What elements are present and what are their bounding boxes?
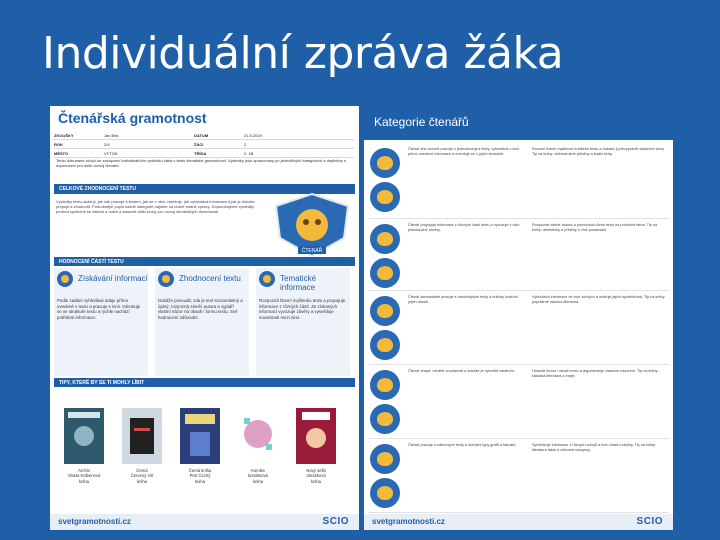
lion-icon: [259, 271, 275, 287]
section-bar-books: TIPY, KTERÉ BY SE TI MOHLY LÍBIT: [54, 378, 355, 387]
lion-icon: [370, 182, 400, 212]
part-card-thematic: Tematické informace Rozpozná hlavní myšlenku textu a propojuje informace z různých částí. Ze získaných informací vyvozuje závěry a vysvětluje souvislosti mezi nimi.: [256, 268, 350, 376]
page-footer: [50, 514, 359, 530]
book-tips: [54, 390, 354, 500]
categories-header: [364, 106, 673, 140]
footer-url[interactable]: svetgramotnosti.cz: [58, 517, 131, 526]
student-meta-table: [54, 131, 354, 158]
owl-icon: [57, 271, 73, 287]
category-row: Čtenář pracuje s odbornými texty a různými typy grafů a tabulek. Syntetizuje informace z různých zdrojů a tvoří vlastní závěry. Tip na knihy: literatura faktu a odborné časopisy.: [368, 440, 669, 513]
bear-icon: [370, 404, 400, 434]
page-footer: [364, 514, 673, 530]
reader-shield-badge: [270, 192, 354, 258]
book-caption: Komiks komiksová kniha: [248, 468, 268, 484]
category-row: Čtenář chápe i složité souvislosti a dokáže je vysvětlit ostatním. Hodnotí formu i obsah textu a argumentuje vlastním názorem. Tip na knihy: klasická literatura a eseje.: [368, 366, 669, 439]
meta-row: ROK 2/4 ŽÁCI 2: [54, 140, 354, 149]
section-bar-overall: CELKOVÉ ZHODNOCENÍ TESTU: [54, 184, 355, 194]
book-cover-archiv[interactable]: [64, 408, 104, 464]
report-page-reading-literacy: [50, 106, 359, 530]
section-bar-parts: HODNOCENÍ ČÁSTÍ TESTU: [54, 257, 355, 266]
footer-url[interactable]: svetgramotnosti.cz: [372, 517, 445, 526]
fox-icon: [158, 271, 174, 287]
eagle-icon: [370, 444, 400, 474]
meta-row: ZKOUŠKY Jan Bek DATUM 21.5.2019: [54, 131, 354, 140]
part-card-information: Získávání informací Podle zadání vyhledává údaje přímo uvedené v textu a pracuje s nimi. Orientuje se ve struktuře textu a rychle nachází potřebné informace.: [54, 268, 148, 376]
book-caption: Černá kniha Petr Čechý kniha: [188, 468, 212, 484]
book-cover-komiks[interactable]: [238, 408, 278, 464]
scio-logo: SCIO: [322, 516, 349, 527]
category-row: Čtenář propojuje informace z různých částí textu a vyvozuje z nich jednoduché závěry. Rozpozná záměr autora a porovnává různé texty na podobné téma. Tip na knihy: detektivky a příběhy s více postavami.: [368, 220, 669, 291]
book-cover-novy-sesit[interactable]: [296, 408, 336, 464]
book-caption: Černá Červený vítr kniha: [130, 468, 154, 484]
categories-title: Kategorie čtenářů: [374, 115, 469, 129]
book-caption: Archiv Vlasta Kolbenová kniha: [67, 468, 101, 484]
report-page-reader-categories: [364, 106, 673, 530]
fox-icon: [370, 224, 400, 254]
owl-icon: [370, 296, 400, 326]
part-card-evaluation: Zhodnocení textu Dokáže posoudit, zda je text srozumitelný a úplný, rozpozná záměr autora a vyjádří vlastní názor na obsah i formu textu. Své hodnocení zdůvodní.: [155, 268, 249, 376]
book-cover-cerna-kniha[interactable]: [180, 408, 220, 464]
page-title: Čtenářská gramotnost: [58, 110, 207, 126]
shield-label: ČTENÁŘ: [301, 248, 323, 254]
category-row: Čtenář této úrovně pracuje s jednoduchými texty, vyhledává v nich přímo uvedené informace a orientuje se v jejich struktuře. Rozumí hlavní myšlence krátkého textu a dokáže ji převyprávět vlastními slovy. Tip na knihy: dobrodružné příběhy a kratší texty.: [368, 144, 669, 219]
book-cover-cerna[interactable]: [122, 408, 162, 464]
owl-icon: [370, 330, 400, 360]
eagle-icon: [370, 478, 400, 508]
bear-icon: [370, 370, 400, 400]
book-caption: Nový sešit obrázková kniha: [306, 468, 326, 484]
category-row: Čtenář samostatně pracuje s náročnějšími texty a kriticky hodnotí jejich obsah. Vyhledává informace ve více zdrojích a ověřuje jejich spolehlivost. Tip na knihy: populárně naučná literatura.: [368, 292, 669, 365]
slide-title: Individuální zpráva žáka: [42, 28, 564, 79]
meta-row: MĚSTO VYT2/5 TŘÍDA 2. 1B: [54, 149, 354, 158]
scio-logo: SCIO: [636, 516, 663, 527]
intro-text: Tento dokument slouží ke zachycení individuálního výsledku žáka v testu čtenářské gramotnosti. Výsledky jsou zpracovány po jednotlivých kategoriích a doplněny o doporučení pro další rozvoj čtenáře.: [56, 158, 347, 169]
overall-text: Výsledky testu ukazují, jak žák pracuje s textem, jak se v něm orientuje, jak vyhledává informace a jak je dokáže propojit a zhodnotit. Podrobnější popis každé kategorie najdete na druhé straně zprávy. Doporučujeme výsledky probrat společně se žákem a rodiči a stanovit další kroky pro rozvoj čtenářských dovedností.: [56, 199, 255, 215]
fox-icon: [370, 258, 400, 288]
lion-icon: [370, 148, 400, 178]
